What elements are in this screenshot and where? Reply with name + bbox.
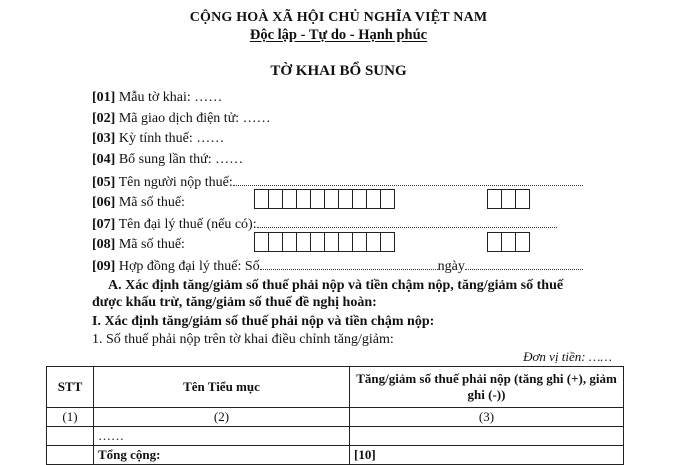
national-motto: Độc lập - Tự do - Hạnh phúc	[249, 27, 428, 43]
section-i-title: I. Xác định tăng/giảm số thuế phải nộp và tiền chậm nộp:	[92, 314, 435, 329]
agent-name-fill-line[interactable]	[257, 216, 557, 228]
total-code: [10]	[350, 446, 624, 465]
field-08: [08] Mã số thuế:	[92, 237, 185, 252]
table-cell[interactable]	[47, 427, 94, 446]
field-03: [03] Kỳ tính thuế: ……	[92, 131, 225, 146]
taxpayer-name-fill-line[interactable]	[233, 174, 583, 186]
table-header-row	[47, 367, 624, 408]
agent-tax-code-boxes[interactable]	[255, 232, 395, 252]
field-09: [09] Hợp đồng đại lý thuế: Số ngày	[92, 258, 583, 275]
table-row[interactable]	[47, 427, 624, 446]
field-01: [01] Mẫu tờ khai: ……	[92, 90, 223, 105]
tax-code-branch-boxes[interactable]	[488, 189, 530, 209]
contract-number-fill-line[interactable]	[260, 258, 438, 270]
currency-unit-label: Đơn vị tiền: ……	[523, 349, 612, 364]
section-a-line2: được khấu trừ, tăng/giảm số thuế đề nghị hoàn:	[92, 295, 377, 310]
table-cell[interactable]: ……	[94, 427, 350, 446]
table-cell: (3)	[350, 408, 624, 427]
col-header-stt: STT	[47, 367, 94, 408]
table-cell: (1)	[47, 408, 94, 427]
table-cell	[47, 446, 94, 465]
field-02: [02] Mã giao dịch điện tử: ……	[92, 111, 271, 126]
table-total-row	[47, 446, 624, 465]
adjustment-table	[46, 366, 624, 465]
table-cell: (2)	[94, 408, 350, 427]
form-title: TỜ KHAI BỔ SUNG	[270, 63, 407, 79]
total-label: Tổng cộng:	[94, 446, 350, 465]
field-04: [04] Bổ sung lần thứ: ……	[92, 152, 244, 167]
section-a-line1: A. Xác định tăng/giảm số thuế phải nộp và tiền chậm nộp, tăng/giảm số thuế	[108, 278, 564, 293]
item-1-text: 1. Số thuế phải nộp trên tờ khai điều chỉnh tăng/giảm:	[92, 332, 394, 347]
tax-code-boxes[interactable]	[255, 189, 395, 209]
table-row	[47, 408, 624, 427]
col-header-sub-item: Tên Tiểu mục	[94, 367, 350, 408]
country-name: CỘNG HOÀ XÃ HỘI CHỦ NGHĨA VIỆT NAM	[189, 10, 488, 25]
agent-tax-code-branch-boxes[interactable]	[488, 232, 530, 252]
col-header-adjustment: Tăng/giảm số thuế phải nộp (tăng ghi (+), giảm ghi (-))	[350, 367, 624, 408]
field-06: [06] Mã số thuế:	[92, 195, 185, 210]
table-cell[interactable]	[350, 427, 624, 446]
field-05: [05] Tên người nộp thuế:	[92, 174, 583, 191]
contract-date-fill-line[interactable]	[465, 258, 583, 270]
field-07: [07] Tên đại lý thuế (nếu có):	[92, 216, 557, 233]
